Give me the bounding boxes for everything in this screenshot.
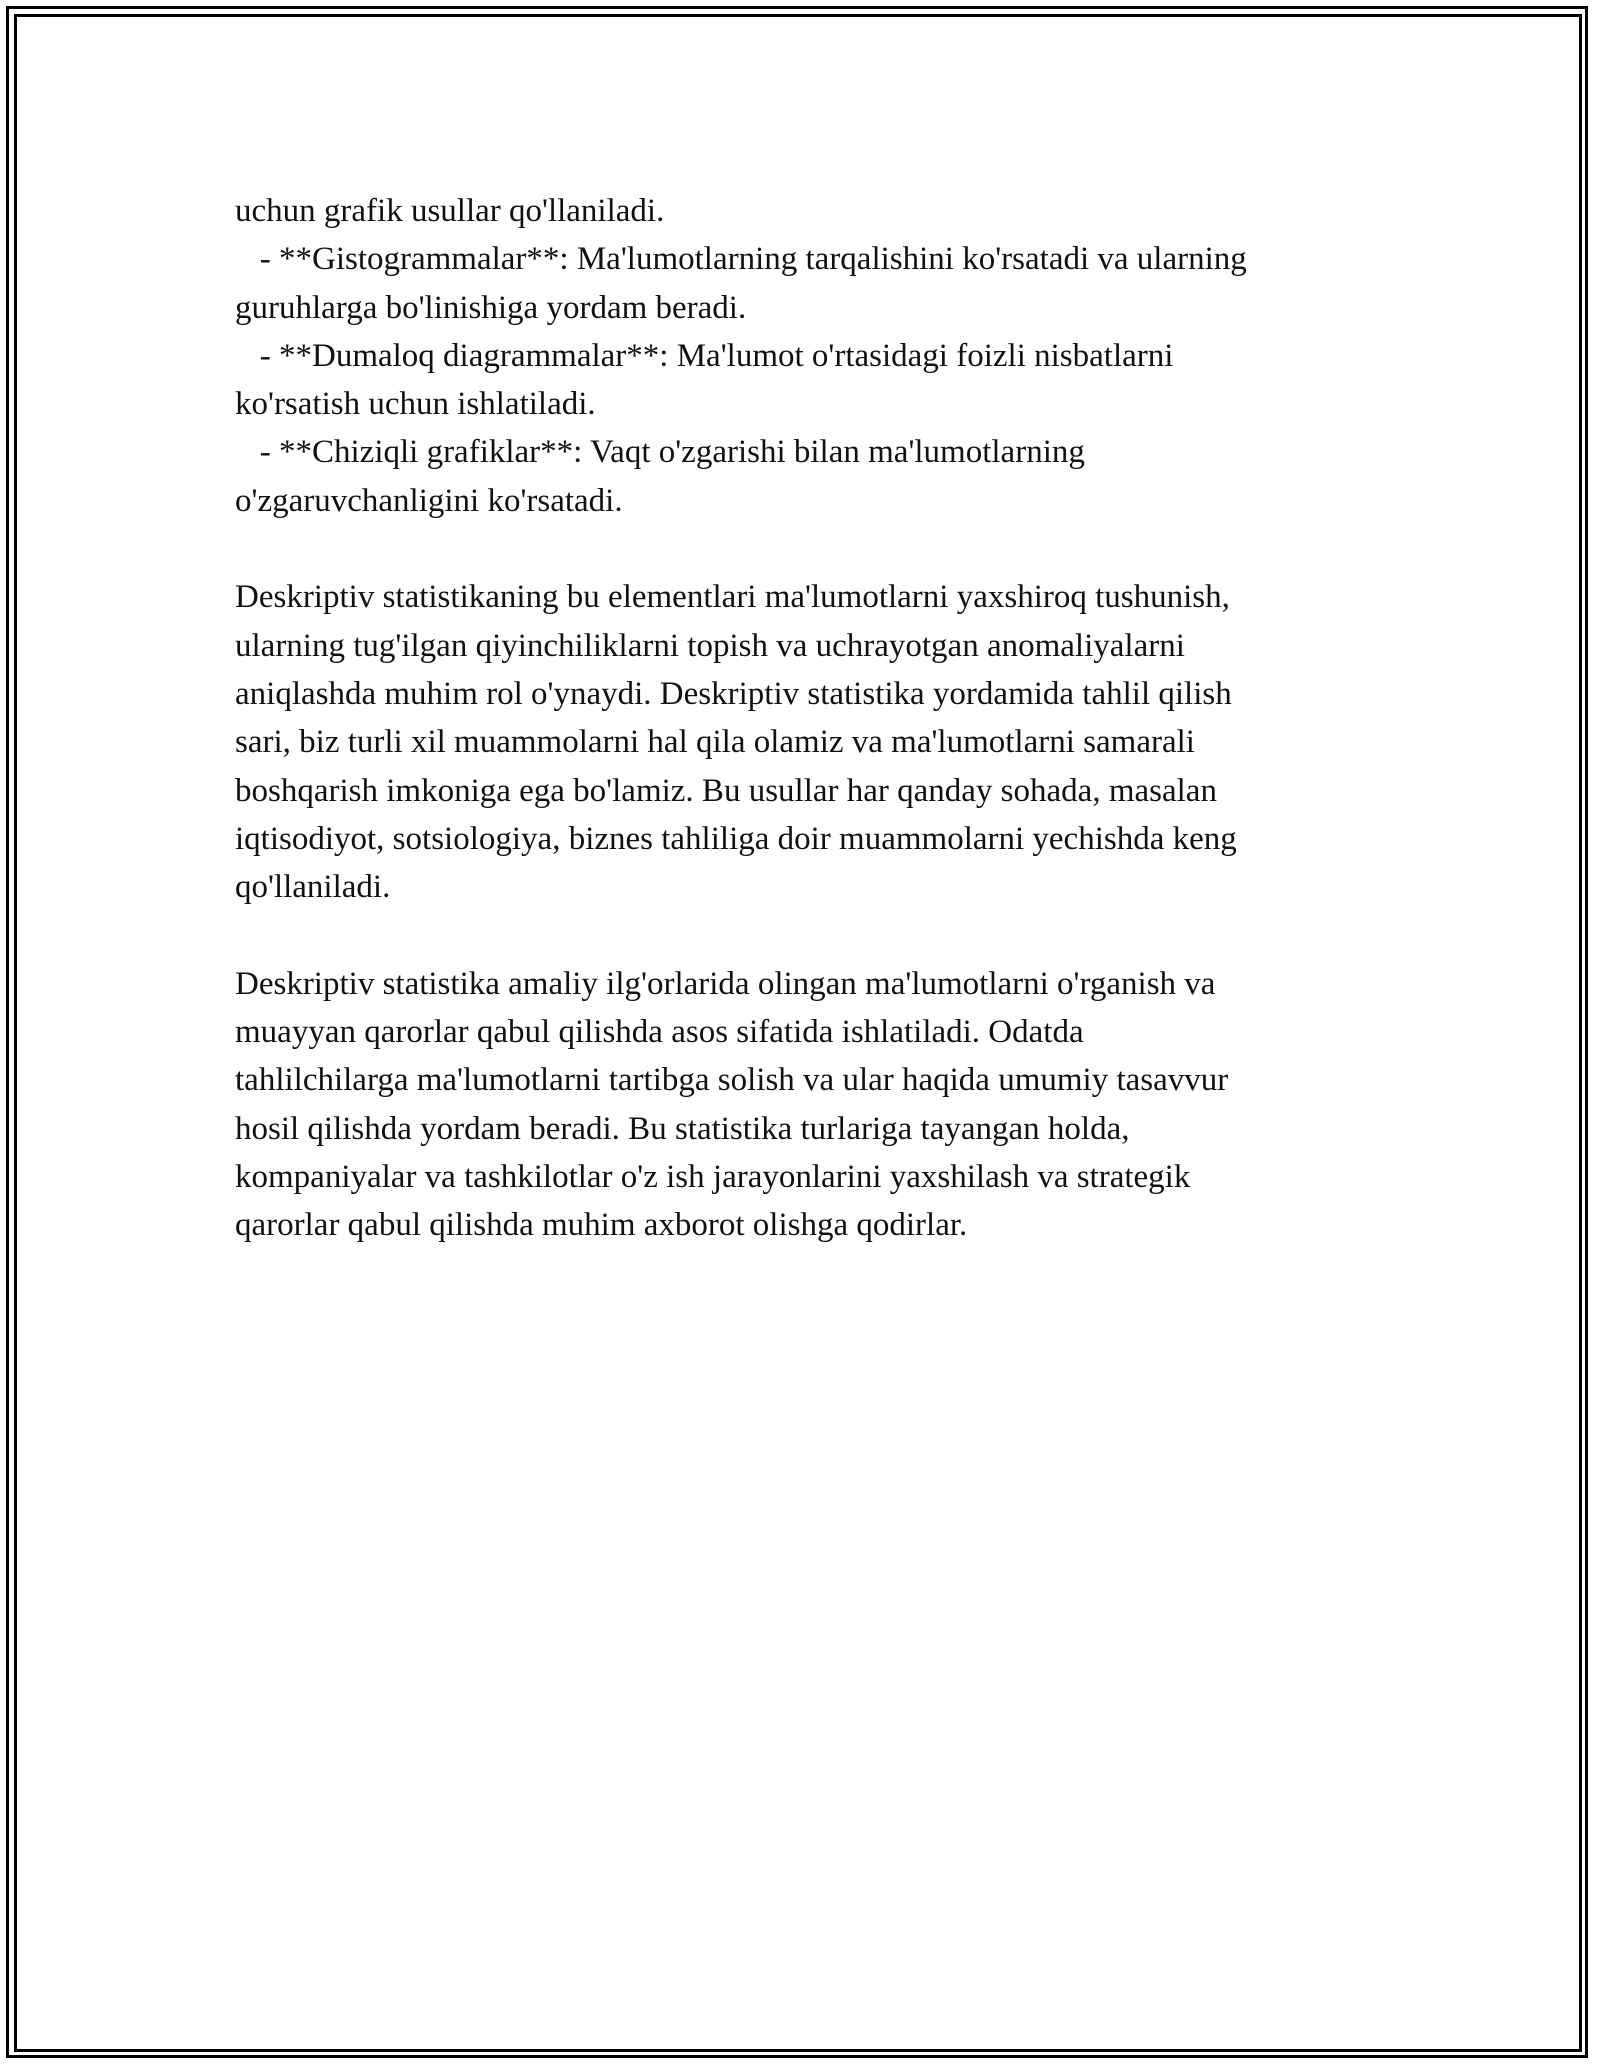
section-chart-types [235,187,1395,525]
paragraph-practical-use [235,960,1395,1250]
paragraph-spacer [235,525,1395,573]
text-line: muayyan qarorlar qabul qilishda asos sifatida ishlatiladi. Odatda [235,1014,1084,1051]
text-line: ularning tug'ilgan qiyinchiliklarni topish va uchrayotgan anomaliyalarni [235,627,1185,664]
bullet-line-charts: - **Chiziqli grafiklar**: Vaqt o'zgarishi bilan ma'lumotlarning [235,434,1085,471]
document-body [235,187,1395,1250]
paragraph-descriptive-elements [235,573,1395,911]
text-line: kompaniyalar va tashkilotlar o'z ish jarayonlarini yaxshilash va strategik [235,1158,1191,1195]
text-line: o'zgaruvchanligini ko'rsatadi. [235,482,623,519]
bullet-histograms: - **Gistogrammalar**: Ma'lumotlarning tarqalishini ko'rsatadi va ularning [235,241,1247,278]
text-line: aniqlashda muhim rol o'ynaydi. Deskriptiv statistika yordamida tahlil qilish [235,675,1232,712]
text-line: iqtisodiyot, sotsiologiya, biznes tahliliga doir muammolarni yechishda keng [235,820,1237,857]
bullet-pie-charts: - **Dumaloq diagrammalar**: Ma'lumot o'rtasidagi foizli nisbatlarni [235,337,1174,374]
text-line: qo'llaniladi. [235,869,391,906]
text-line: tahlilchilarga ma'lumotlarni tartibga solish va ular haqida umumiy tasavvur [235,1062,1229,1099]
text-line: guruhlarga bo'linishiga yordam beradi. [235,289,747,326]
text-line: hosil qilishda yordam beradi. Bu statistika turlariga tayangan holda, [235,1110,1130,1147]
text-line: boshqarish imkoniga ega bo'lamiz. Bu usullar har qanday sohada, masalan [235,772,1217,809]
text-line: Deskriptiv statistika amaliy ilg'orlarida olingan ma'lumotlarni o'rganish va [235,965,1216,1002]
text-line: Deskriptiv statistikaning bu elementlari ma'lumotlarni yaxshiroq tushunish, [235,579,1230,616]
text-line: sari, biz turli xil muammolarni hal qila olamiz va ma'lumotlarni samarali [235,724,1195,761]
text-line: qarorlar qabul qilishda muhim axborot olishga qodirlar. [235,1207,968,1244]
text-line: uchun grafik usullar qo'llaniladi. [235,193,665,229]
paragraph-spacer [235,911,1395,959]
text-line: ko'rsatish uchun ishlatiladi. [235,386,596,423]
